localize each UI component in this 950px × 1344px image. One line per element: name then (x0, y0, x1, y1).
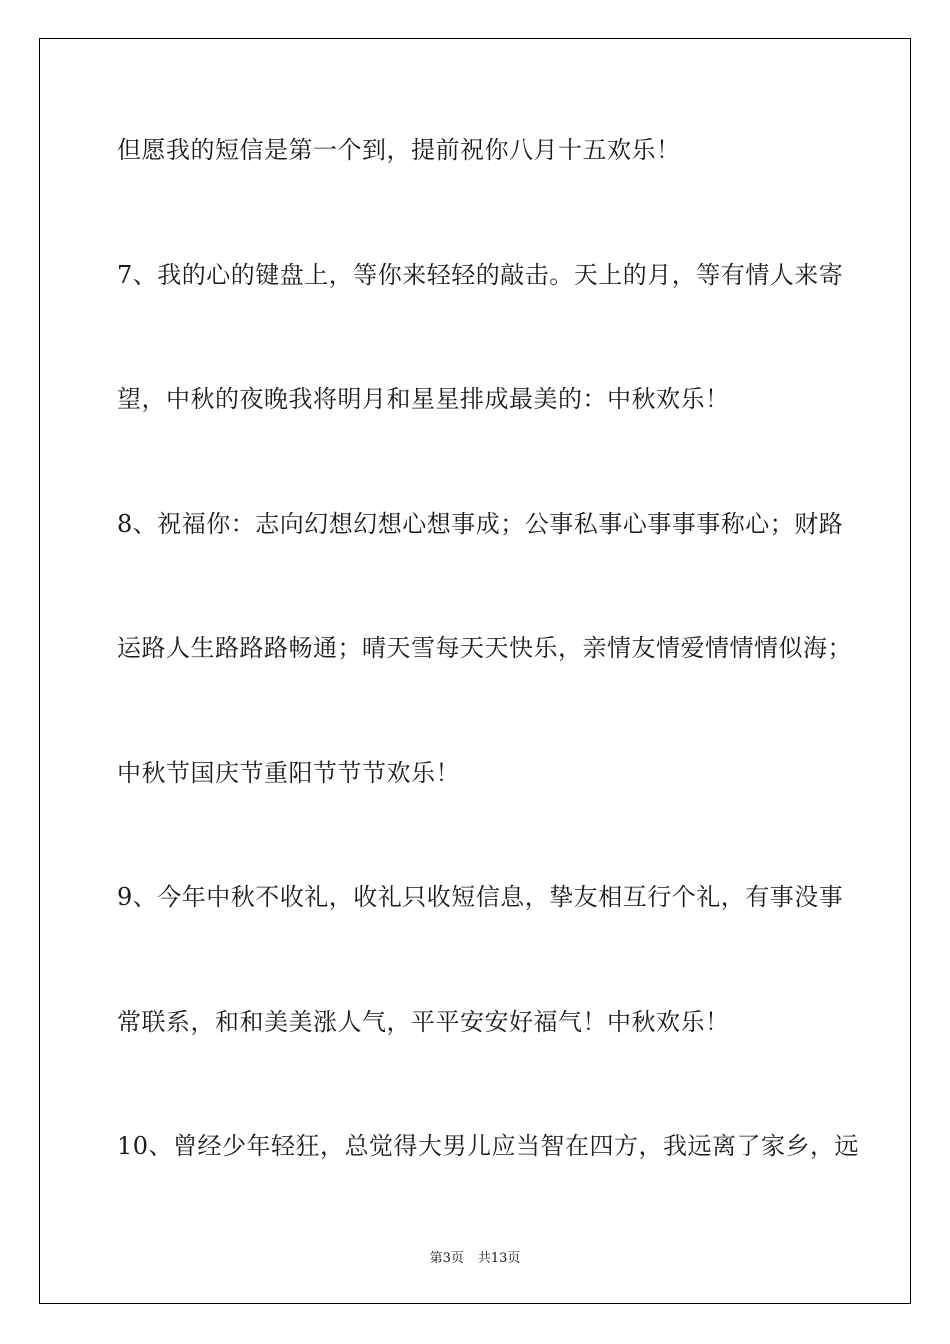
text-line-6: 中秋节国庆节重阳节节节欢乐！ (117, 759, 460, 787)
text-line-2: 7、我的心的键盘上，等你来轻轻的敲击。天上的月，等有情人来寄 (117, 261, 844, 289)
page-number: 第3页 (429, 1251, 464, 1266)
page-footer (0, 1247, 950, 1266)
text-line-3: 望，中秋的夜晚我将明月和星星排成最美的：中秋欢乐！ (117, 385, 730, 413)
page-total: 共13页 (477, 1251, 521, 1266)
text-line-1: 但愿我的短信是第一个到，提前祝你八月十五欢乐！ (117, 136, 681, 164)
text-line-8: 常联系，和和美美涨人气，平平安安好福气！中秋欢乐！ (117, 1008, 730, 1036)
text-line-4: 8、祝福你：志向幻想幻想心想事成；公事私事心事事事称心；财路 (117, 510, 844, 538)
text-line-7: 9、今年中秋不收礼，收礼只收短信息，挚友相互行个礼，有事没事 (117, 883, 844, 911)
text-line-9: 10、曾经少年轻狂，总觉得大男儿应当智在四方，我远离了家乡，远 (117, 1132, 860, 1160)
text-line-5: 运路人生路路路畅通；晴天雪每天天快乐，亲情友情爱情情情似海； (117, 634, 852, 662)
page-frame (39, 38, 911, 1304)
